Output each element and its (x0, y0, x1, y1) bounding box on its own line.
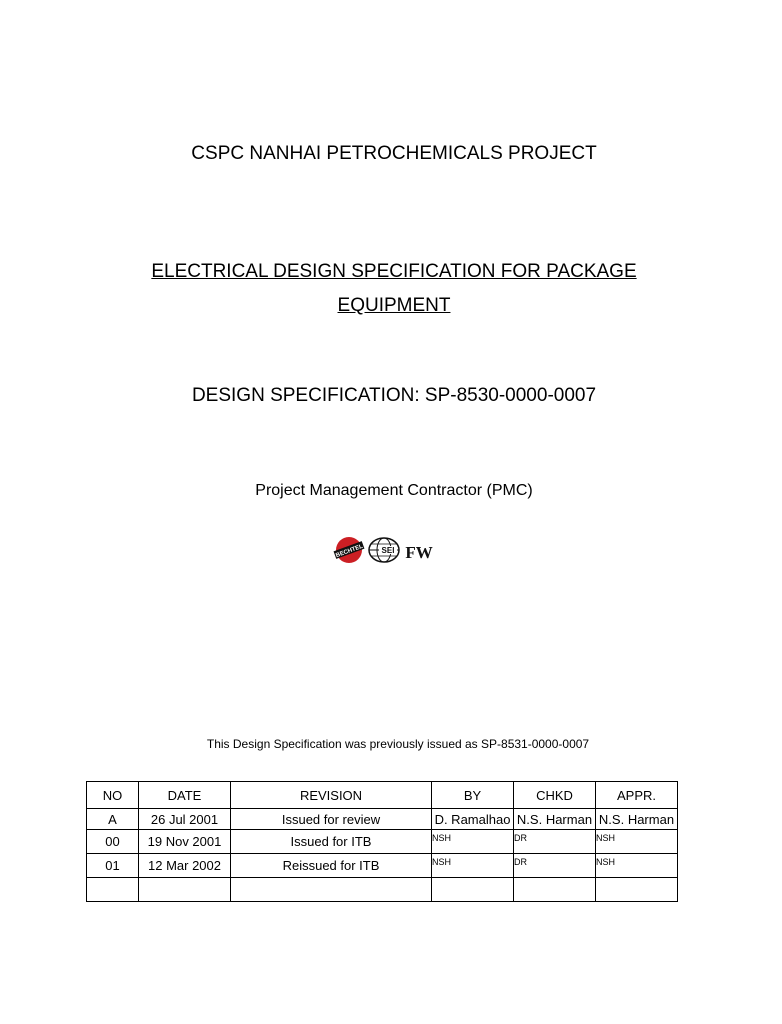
cell-no: A (87, 809, 139, 830)
cell-by: NSH (432, 830, 514, 854)
cell-no: 01 (87, 854, 139, 878)
sei-globe-logo-icon (367, 535, 401, 565)
cell-by: NSH (432, 854, 514, 878)
cell-appr (596, 878, 678, 902)
header-by: BY (432, 782, 514, 809)
cell-by (432, 878, 514, 902)
spec-title-line-2 (10, 295, 778, 317)
table-row (87, 878, 678, 902)
table-row (87, 830, 678, 854)
header-appr: APPR. (596, 782, 678, 809)
spec-title-line-2-text: EQUIPMENT (337, 295, 451, 316)
cell-no: 00 (87, 830, 139, 854)
spec-title-line-1 (10, 261, 778, 283)
revision-table-header (87, 782, 678, 809)
bechtel-logo-text: BECHTEL (335, 543, 364, 560)
cell-appr: N.S. Harman (596, 809, 678, 830)
cell-chkd: DR (514, 854, 596, 878)
project-title: CSPC NANHAI PETROCHEMICALS PROJECT (191, 143, 597, 164)
cell-revision (231, 878, 432, 902)
previous-issue-note: This Design Specification was previously issued as SP-8531-0000-0007 (206, 737, 590, 751)
header-chkd: CHKD (514, 782, 596, 809)
cell-chkd (514, 878, 596, 902)
cell-date: 12 Mar 2002 (139, 854, 231, 878)
cell-no (87, 878, 139, 902)
spec-number: DESIGN SPECIFICATION: SP-8530-0000-0007 (191, 385, 597, 406)
table-row (87, 809, 678, 830)
revision-table (86, 781, 678, 902)
cell-revision: Reissued for ITB (231, 854, 432, 878)
cell-appr: NSH (596, 854, 678, 878)
spec-title-line-1-text: ELECTRICAL DESIGN SPECIFICATION FOR PACKAGE (151, 261, 637, 282)
pmc-label: Project Management Contractor (PMC) (255, 482, 533, 499)
cell-revision: Issued for ITB (231, 830, 432, 854)
cell-date: 26 Jul 2001 (139, 809, 231, 830)
header-date: DATE (139, 782, 231, 809)
header-revision: REVISION (231, 782, 432, 809)
cell-appr: NSH (596, 830, 678, 854)
contractor-logos (333, 535, 433, 565)
cell-chkd: N.S. Harman (514, 809, 596, 830)
sei-logo-text: SEI (381, 546, 395, 555)
cell-revision: Issued for review (231, 809, 432, 830)
header-no: NO (87, 782, 139, 809)
fw-logo-icon (407, 535, 431, 565)
table-row (87, 854, 678, 878)
fw-logo-text: FW (405, 543, 433, 562)
cell-date (139, 878, 231, 902)
cell-chkd: DR (514, 830, 596, 854)
bechtel-logo-icon (333, 535, 365, 565)
cell-date: 19 Nov 2001 (139, 830, 231, 854)
cell-by: D. Ramalhao (432, 809, 514, 830)
